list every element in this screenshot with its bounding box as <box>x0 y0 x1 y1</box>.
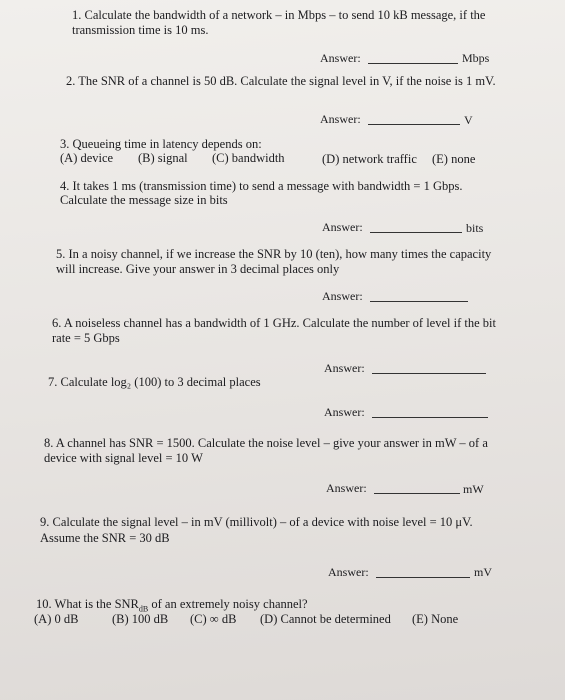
q6-answer-blank[interactable] <box>372 373 486 374</box>
q4-answer-blank[interactable] <box>370 232 462 233</box>
q2-answer-blank[interactable] <box>368 124 460 125</box>
q8-text-line2: device with signal level = 10 W <box>44 451 203 465</box>
q9-text-line2: Assume the SNR = 30 dB <box>40 531 170 545</box>
q6-text-line2: rate = 5 Gbps <box>52 331 120 345</box>
q10-option-e: (E) None <box>412 612 459 626</box>
q3-option-b: (B) signal <box>138 151 188 165</box>
q4-answer-label: Answer: <box>322 220 363 234</box>
q10-option-b: (B) 100 dB <box>112 612 169 626</box>
q5-text-line1: 5. In a noisy channel, if we increase the SNR by 10 (ten), how many times the capacity <box>56 247 492 261</box>
q1-answer-label: Answer: <box>320 51 361 65</box>
q8-answer-label: Answer: <box>326 481 367 495</box>
q4-text-line1: 4. It takes 1 ms (transmission time) to send a message with bandwidth = 1 Gbps. <box>60 179 463 193</box>
q3-option-d: (D) network traffic <box>322 152 417 166</box>
q8-text-line1: 8. A channel has SNR = 1500. Calculate the noise level – give your answer in mW – of a <box>44 436 488 450</box>
q1-text-line1: 1. Calculate the bandwidth of a network – in Mbps – to send 10 kB message, if the <box>72 8 486 22</box>
q1-answer-unit: Mbps <box>462 51 490 65</box>
q2-text-line1: 2. The SNR of a channel is 50 dB. Calculate the signal level in V, if the noise is 1 mV. <box>66 74 496 88</box>
q3-text-line1: 3. Queueing time in latency depends on: <box>60 137 262 151</box>
q6-text-line1: 6. A noiseless channel has a bandwidth of 1 GHz. Calculate the number of level if the bit <box>52 316 496 330</box>
q1-text-line2: transmission time is 10 ms. <box>72 23 209 37</box>
q3-option-e: (E) none <box>432 152 476 166</box>
q7-answer-blank[interactable] <box>372 417 488 418</box>
q7-answer-label: Answer: <box>324 405 365 419</box>
q8-answer-blank[interactable] <box>374 493 460 494</box>
q3-option-c: (C) bandwidth <box>212 151 285 165</box>
q8-answer-unit: mW <box>463 482 484 496</box>
q10-text-subscript: dB <box>138 604 149 614</box>
q4-text-line2: Calculate the message size in bits <box>60 193 228 207</box>
q10-option-d: (D) Cannot be determined <box>260 612 391 626</box>
q10-option-c: (C) ∞ dB <box>190 612 237 626</box>
q4-answer-unit: bits <box>466 221 484 235</box>
q10-text-start: 10. What is the SNR <box>36 597 139 611</box>
q3-option-a: (A) device <box>60 151 114 165</box>
q9-text-line1: 9. Calculate the signal level – in mV (millivolt) – of a device with noise level = 10 μV. <box>40 515 473 529</box>
q9-answer-blank[interactable] <box>376 577 470 578</box>
q5-text-line2: will increase. Give your answer in 3 decimal places only <box>56 262 340 276</box>
q5-answer-label: Answer: <box>322 289 363 303</box>
q5-answer-blank[interactable] <box>370 301 468 302</box>
q9-answer-unit: mV <box>474 565 492 579</box>
q10-text-end: of an extremely noisy channel? <box>148 597 308 611</box>
q2-answer-unit: V <box>464 113 473 127</box>
q9-answer-label: Answer: <box>328 565 369 579</box>
q7-text-line1: 7. Calculate log₂ (100) to 3 decimal places <box>48 375 261 389</box>
q1-answer-blank[interactable] <box>368 63 458 64</box>
q10-option-a: (A) 0 dB <box>34 612 79 626</box>
q6-answer-label: Answer: <box>324 361 365 375</box>
q2-answer-label: Answer: <box>320 112 361 126</box>
